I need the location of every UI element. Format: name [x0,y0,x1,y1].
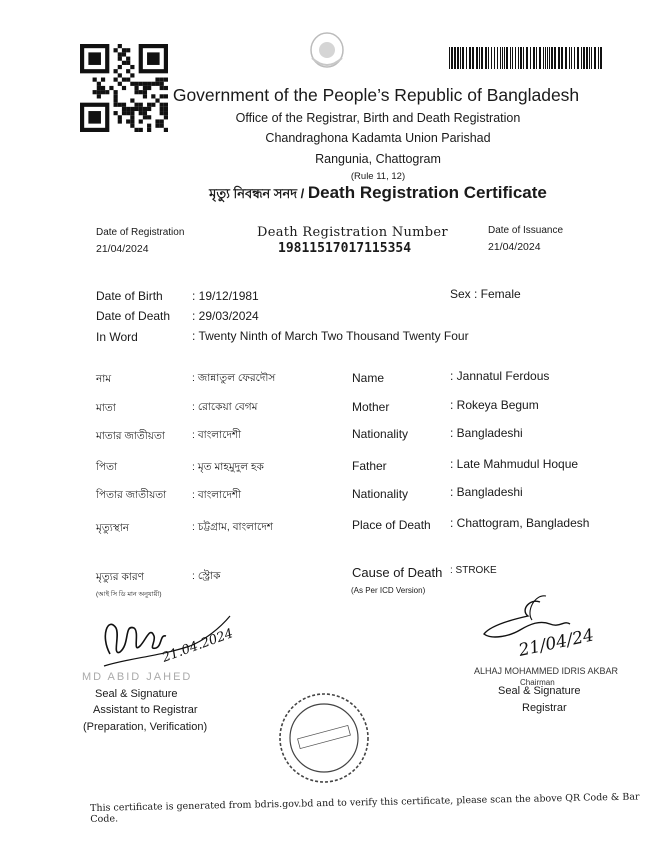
date-of-issuance-value: 21/04/2024 [488,241,541,253]
assistant-signature-image [90,606,240,678]
in-word-value: : Twenty Ninth of March Two Thousand Twenty Four [192,329,469,343]
cause-label: Cause of Death [352,565,443,580]
rule-line: (Rule 11, 12) [350,171,406,182]
name-value: : Jannatul Ferdous [450,369,550,383]
place-of-death-bn-label: মৃত্যুস্থান [96,522,130,534]
government-heading: Government of the People’s Republic of Bangladesh [172,85,580,105]
registrar-chairman: Chairman [520,678,555,687]
mother-nationality-bn-label: মাতার জাতীয়তা [96,430,165,442]
mother-bn-value: : রোকেয়া বেগম [192,401,258,413]
registrar-signature-image [470,590,610,670]
father-nationality-label: Nationality [352,487,409,501]
father-bn-label: পিতা [96,461,118,473]
registration-number-label: Death Registration Number [257,225,448,240]
sex-value: Sex : Female [450,287,521,301]
verification-footer: This certificate is generated from bdris.gov.bd and to verify this certificate, please scan the above QR Code & Bar Code. [90,791,640,825]
date-of-issuance-label: Date of Issuance [488,225,564,236]
svg-text:21/04/24: 21/04/24 [516,625,596,661]
title-english: Death Registration Certificate [307,183,547,202]
father-label: Father [352,459,387,473]
father-nationality-bn-value: : বাংলাদেশী [192,489,242,501]
name-bn-label: নাম [96,373,112,385]
dod-value: : 29/03/2024 [192,309,259,323]
registration-number-value: 19811517017115354 [278,241,412,256]
union-line: Chandraghona Kadamta Union Parishad [265,131,491,145]
father-nationality-bn-label: পিতার জাতীয়তা [96,489,167,501]
mother-label: Mother [352,400,390,414]
father-nationality-value: : Bangladeshi [450,485,523,499]
in-word-label: In Word [96,330,138,344]
title-bangla: মৃত্যু নিবন্ধন সনদ / [209,186,308,201]
left-role-sub: (Preparation, Verification) [83,721,208,733]
right-seal-label: Seal & Signature [498,685,581,697]
father-bn-value: : মৃত মাহমুদুল হক [192,461,264,473]
svg-text:21.04.2024: 21.04.2024 [160,626,236,666]
place-of-death-label: Place of Death [352,518,431,532]
government-emblem [300,28,354,72]
office-line: Office of the Registrar, Birth and Death Registration [235,111,521,125]
place-of-death-bn-value: : চট্টগ্রাম, বাংলাদেশ [192,521,273,533]
mother-nationality-label: Nationality [352,427,409,441]
certificate-title [0,183,646,206]
dob-value: : 19/12/1981 [192,289,259,303]
left-seal-label: Seal & Signature [95,688,178,700]
mother-value: : Rokeya Begum [450,398,539,412]
office-round-seal [274,688,374,788]
name-label: Name [352,371,385,385]
cause-bn-note: (আই সি ডি মান অনুযায়ী) [96,591,162,598]
cause-note: (As Per ICD Version) [351,586,426,595]
cause-value: : STROKE [450,565,497,576]
mother-bn-label: মাতা [96,402,116,414]
date-of-registration-value: 21/04/2024 [96,243,149,255]
left-stamp-faint: MD ABID JAHED [82,671,193,683]
cause-bn-label: মৃত্যুর কারণ [96,571,144,583]
mother-nationality-value: : Bangladeshi [450,426,523,440]
right-role: Registrar [522,702,567,714]
place-of-death-value: : Chattogram, Bangladesh [450,516,590,530]
dob-label: Date of Birth [96,289,163,303]
dod-label: Date of Death [96,309,171,323]
mother-nationality-bn-value: : বাংলাদেশী [192,429,242,441]
registrar-name-stamp: ALHAJ MOHAMMED IDRIS AKBAR [474,666,619,676]
name-bn-value: : জান্নাতুল ফেরদৌস [192,372,276,384]
date-of-registration-label: Date of Registration [96,227,185,238]
father-value: : Late Mahmudul Hoque [450,457,579,471]
place-line: Rangunia, Chattogram [315,152,441,166]
left-role: Assistant to Registrar [93,704,198,716]
barcode [449,47,605,69]
cause-bn-value: : স্ট্রোক [192,570,221,582]
